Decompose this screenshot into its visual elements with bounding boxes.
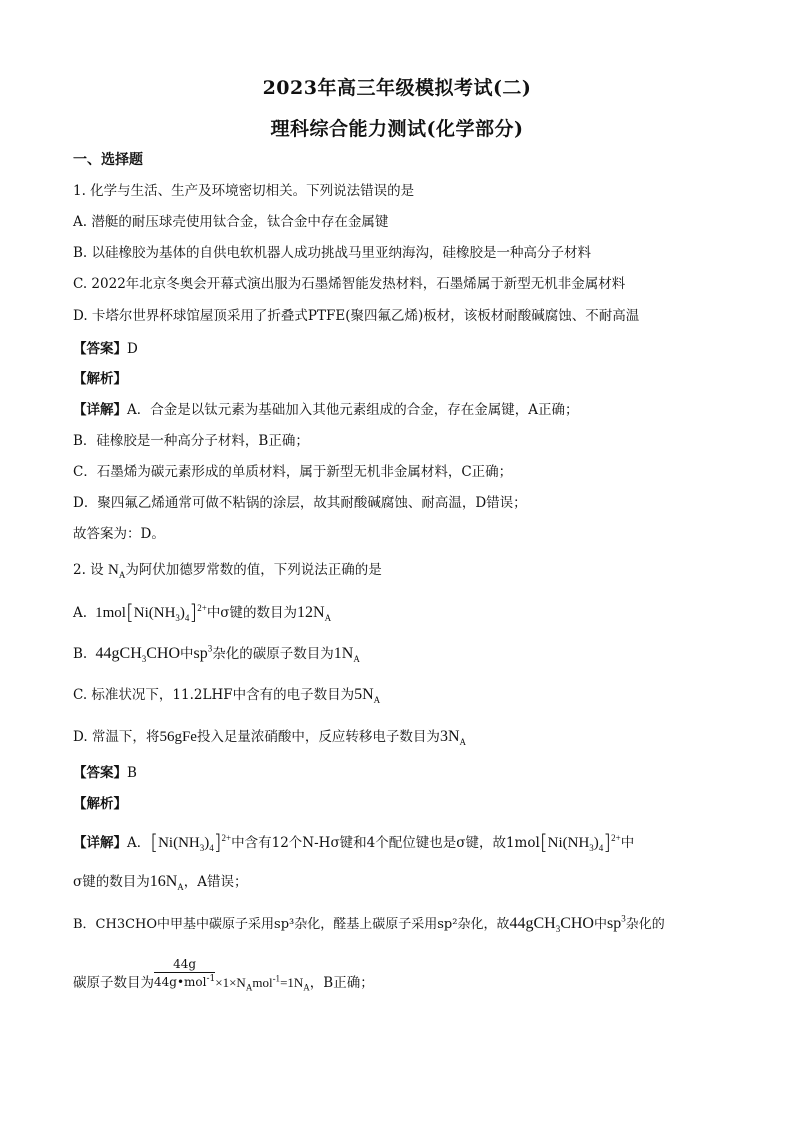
q2-option-d bbox=[73, 727, 466, 747]
detail-text-2: ，B正确； bbox=[309, 975, 374, 991]
q1-detail-2: B．硅橡胶是一种高分子材料，B正确； bbox=[73, 433, 309, 449]
detail-text: 碳原子数目为 bbox=[73, 975, 154, 991]
formula-56gfe: 56gFe bbox=[159, 729, 197, 745]
option-letter: A. bbox=[73, 605, 88, 621]
q1-detail-4: D．聚四氟乙烯通常可做不粘锅的涂层，故其耐酸碱腐蚀、耐高温，D错误； bbox=[73, 495, 527, 511]
q2-analysis-tag: 【解析】 bbox=[73, 796, 127, 812]
q2-detail-a-1 bbox=[73, 832, 634, 853]
formula-sp3: $sp^3$ bbox=[607, 913, 626, 932]
formula-5na: $5N_A$ bbox=[354, 686, 381, 706]
q1-stem: 1. 化学与生活、生产及环境密切相关。下列说法错误的是 bbox=[73, 183, 415, 199]
q1-detail-3: C．石墨烯为碳元素形成的单质材料，属于新型无机非金属材料，C正确； bbox=[73, 464, 513, 480]
formula-16na: $16N_A$ bbox=[149, 873, 184, 893]
q2-option-c bbox=[73, 685, 380, 705]
fraction-numerator: 44g bbox=[154, 956, 215, 973]
q2-detail-b-2 bbox=[73, 957, 374, 1001]
option-text: D. 常温下，将 bbox=[73, 729, 160, 745]
q1-detail-1 bbox=[73, 400, 579, 420]
q1-analysis-tag: 【解析】 bbox=[73, 371, 127, 387]
exam-subtitle: 理科综合能力测试(化学部分) bbox=[270, 118, 524, 140]
answer-value: B bbox=[127, 765, 137, 781]
q1-option-c: C. 2022年北京冬奥会开幕式演出服为石墨烯智能发热材料，石墨烯属于新型无机非金属材料 bbox=[73, 276, 626, 292]
q2-answer bbox=[73, 763, 137, 783]
na-symbol: $N_A$ bbox=[107, 562, 126, 580]
q2-detail-b-1 bbox=[73, 914, 665, 935]
q2-stem-pre: 2. 设 bbox=[73, 562, 104, 578]
detail-text-2: ，A错误； bbox=[183, 874, 248, 890]
detail-text-2: 中 bbox=[593, 917, 607, 932]
detail-text: B．CH3CHO中甲基中碳原子采用sp³杂化，醛基上碳原子采用sp²杂化，故 bbox=[73, 917, 510, 932]
formula-1na: $1N_A$ bbox=[333, 645, 360, 665]
answer-tag: 【答案】 bbox=[73, 765, 127, 781]
option-text-2: 投入足量浓硝酸中，反应转移电子数目为 bbox=[196, 729, 440, 745]
q1-option-d: D. 卡塔尔世界杯球馆屋顶采用了折叠式PTFE(聚四氟乙烯)板材，该板材耐酸碱腐蚀、不耐高温 bbox=[73, 308, 640, 324]
option-text: 中 bbox=[180, 646, 194, 662]
detail-tag: 【详解】 bbox=[73, 835, 127, 851]
complex-formula: $1mol[Ni(NH_3)_4]^{2+}$ bbox=[95, 600, 207, 624]
formula-sp3: $sp^3$ bbox=[193, 643, 213, 662]
answer-tag: 【答案】 bbox=[73, 341, 127, 357]
fraction-denominator: 44g•mol$^{-1}$ bbox=[154, 974, 216, 989]
option-text: 中σ键的数目为 bbox=[206, 605, 298, 621]
q1-answer bbox=[73, 339, 138, 359]
detail-tag: 【详解】 bbox=[73, 402, 127, 418]
answer-value: D bbox=[127, 341, 138, 357]
formula-expression: $\times 1\times N_Amol^{-1}=1N_A$ bbox=[215, 973, 310, 993]
complex-formula-2: $[Ni(NH_3)_4]^{2+}$ bbox=[539, 830, 621, 854]
q2-option-a bbox=[73, 602, 331, 623]
section-heading: 一、选择题 bbox=[73, 152, 143, 168]
formula-ch3cho: 44gCH$_3$CHO bbox=[509, 915, 594, 935]
option-text: C. 标准状况下，11.2LHF中含有的电子数目为 bbox=[73, 687, 355, 703]
q2-option-b bbox=[73, 644, 360, 664]
formula-ch3cho: 44gCH$_3$CHO bbox=[95, 645, 181, 665]
fraction bbox=[154, 956, 215, 991]
formula-3na: $3N_A$ bbox=[439, 728, 466, 748]
exam-title: 2023年高三年级模拟考试(二) bbox=[262, 77, 532, 99]
option-letter: B. bbox=[73, 646, 88, 662]
complex-formula: $[Ni(NH_3)_4]^{2+}$ bbox=[150, 830, 232, 854]
q1-option-b: B. 以硅橡胶为基体的自供电软机器人成功挑战马里亚纳海沟，硅橡胶是一种高分子材料 bbox=[73, 245, 592, 261]
formula-12na: $12N_A$ bbox=[297, 604, 332, 624]
option-text-2: 杂化的碳原子数目为 bbox=[212, 646, 334, 662]
detail-text-2: 中含有12个N-Hσ键和4个配位键也是σ键，故1mol bbox=[231, 835, 540, 851]
detail-text-3: 杂化的 bbox=[625, 917, 665, 932]
detail-text-3: 中 bbox=[620, 835, 635, 851]
detail-text: σ键的数目为 bbox=[73, 874, 150, 890]
q2-stem bbox=[73, 560, 382, 580]
detail-text: A． bbox=[127, 835, 151, 851]
q1-detail-5: 故答案为：D。 bbox=[73, 526, 165, 542]
q2-detail-a-2 bbox=[73, 872, 248, 892]
detail-text: A．合金是以钛元素为基础加入其他元素组成的合金，存在金属键，A正确； bbox=[127, 402, 579, 418]
q2-stem-post: 为阿伏加德罗常数的值，下列说法正确的是 bbox=[125, 562, 382, 578]
q1-option-a: A. 潜艇的耐压球壳使用钛合金，钛合金中存在金属键 bbox=[73, 214, 389, 230]
